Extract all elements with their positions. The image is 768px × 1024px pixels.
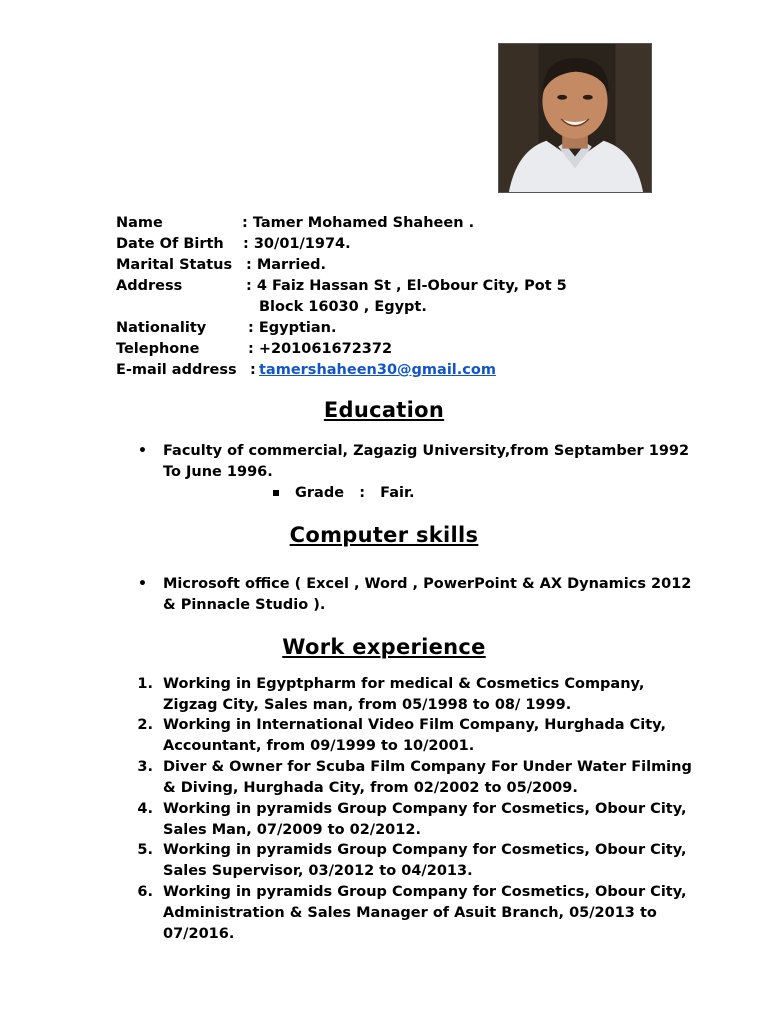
telephone-label: Telephone	[116, 341, 200, 357]
nationality-label: Nationality	[116, 320, 207, 336]
work-item-1-line1: Working in Egyptpharm for medical & Cosmetics Company,	[163, 676, 645, 692]
work-item-6-line1: Working in pyramids Group Company for Cosmetics, Obour City,	[163, 884, 687, 900]
skills-item-line1: Microsoft office ( Excel , Word , PowerPoint & AX Dynamics 2012	[163, 576, 692, 592]
dob-label: Date Of Birth	[116, 236, 224, 252]
name-label: Name	[116, 215, 163, 231]
marital-label: Marital Status	[116, 257, 233, 273]
work-item-number: 4.	[137, 801, 153, 817]
education-item-line2: To June 1996.	[163, 464, 273, 480]
work-item-4-line2: Sales Man, 07/2009 to 02/2012.	[163, 822, 421, 838]
bullet-icon: •	[138, 576, 147, 592]
education-grade: Grade : Fair.	[295, 485, 415, 501]
email-label: E-mail address	[116, 362, 237, 378]
work-item-number: 3.	[137, 759, 153, 775]
work-item-6-line2: Administration & Sales Manager of Asuit Branch, 05/2013 to	[163, 905, 657, 921]
portrait-image	[499, 44, 651, 192]
address-label: Address	[116, 278, 183, 294]
profile-photo	[498, 43, 652, 193]
address-value-line2: Block 16030 , Egypt.	[259, 299, 427, 315]
square-bullet-icon	[273, 490, 279, 496]
work-item-5-line1: Working in pyramids Group Company for Cosmetics, Obour City,	[163, 842, 687, 858]
address-value-line1: : 4 Faiz Hassan St , El-Obour City, Pot 5	[246, 278, 567, 294]
education-item-line1: Faculty of commercial, Zagazig University,from Septamber 1992	[163, 443, 690, 459]
marital-value: : Married.	[246, 257, 327, 273]
work-item-2-line2: Accountant, from 09/1999 to 10/2001.	[163, 738, 475, 754]
computer-skills-heading: Computer skills	[289, 523, 479, 547]
work-item-number: 1.	[137, 676, 153, 692]
name-value: : Tamer Mohamed Shaheen .	[242, 215, 475, 231]
email-colon: :	[250, 362, 256, 378]
work-item-4-line1: Working in pyramids Group Company for Cosmetics, Obour City,	[163, 801, 687, 817]
telephone-value: : +201061672372	[248, 341, 393, 357]
bullet-icon: •	[138, 443, 147, 459]
work-item-3-line2: & Diving, Hurghada City, from 02/2002 to 05/2009.	[163, 780, 578, 796]
nationality-value: : Egyptian.	[248, 320, 337, 336]
education-heading: Education	[323, 398, 445, 422]
skills-item-line2: & Pinnacle Studio ).	[163, 597, 326, 613]
work-item-number: 2.	[137, 717, 153, 733]
work-item-number: 5.	[137, 842, 153, 858]
work-item-5-line2: Sales Supervisor, 03/2012 to 04/2013.	[163, 863, 473, 879]
work-item-6-line3: 07/2016.	[163, 926, 235, 942]
work-item-1-line2: Zigzag City, Sales man, from 05/1998 to 08/ 1999.	[163, 697, 572, 713]
work-item-number: 6.	[137, 884, 153, 900]
work-item-3-line1: Diver & Owner for Scuba Film Company For Under Water Filming	[163, 759, 692, 775]
work-experience-heading: Work experience	[282, 635, 486, 659]
dob-value: : 30/01/1974.	[243, 236, 351, 252]
email-link[interactable]: tamershaheen30@gmail.com	[259, 362, 496, 378]
work-item-2-line1: Working in International Video Film Company, Hurghada City,	[163, 717, 666, 733]
